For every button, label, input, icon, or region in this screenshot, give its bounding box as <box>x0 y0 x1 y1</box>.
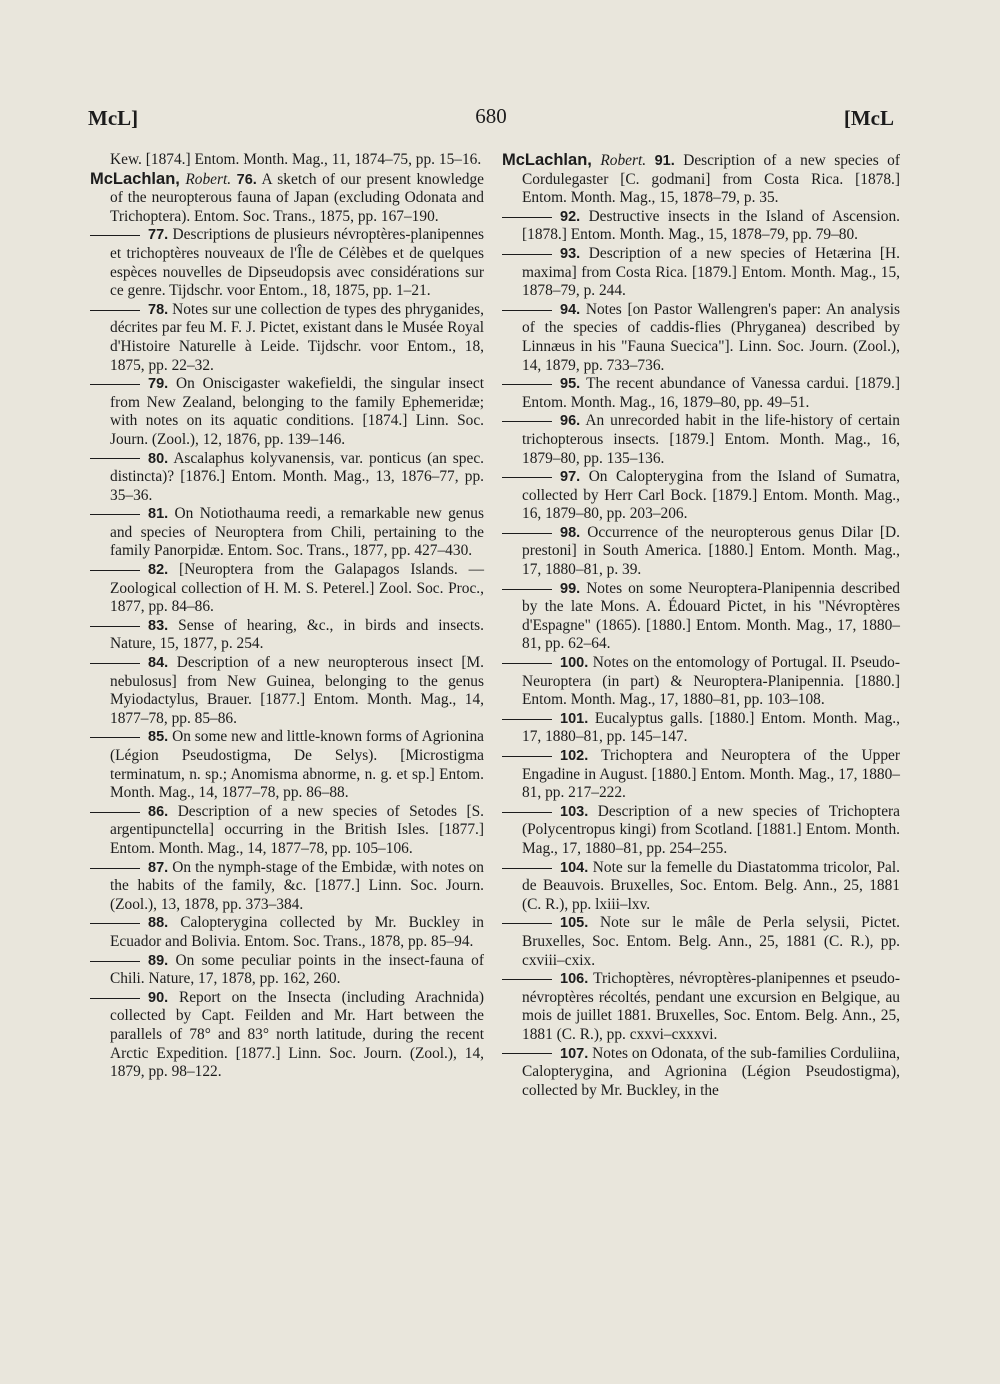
ditto-dash <box>502 923 552 924</box>
bibliography-entry <box>90 803 484 859</box>
entry-text: Trichoptères, névroptères-planipennes et pseudo-névroptères récoltés, pendant une excursion en Belgique, au mois de juillet 1881. Bruxelles, Soc. Entom. Belg. Ann., 25, 1881 (C. R.), pp. cxxvi–cxxxvi. <box>522 970 900 1043</box>
bibliography-entry <box>502 970 900 1044</box>
author-name: McLachlan, <box>502 151 592 169</box>
ditto-dash <box>90 663 140 664</box>
entry-text: Eucalyptus galls. [1880.] Entom. Month. Mag., 17, 1880–81, pp. 145–147. <box>522 709 900 746</box>
entry-number: 86. <box>148 803 169 820</box>
entry-text: Sense of hearing, &c., in birds and insects. Nature, 15, 1877, p. 254. <box>110 616 484 653</box>
left-column <box>90 151 484 1082</box>
entry-text: Calopterygina collected by Mr. Buckley in Ecuador and Bolivia. Entom. Soc. Trans., 1878, pp. 85–94. <box>110 914 484 950</box>
bibliography-entry <box>90 914 484 951</box>
ditto-dash <box>502 589 552 590</box>
bibliography-entry <box>502 914 900 970</box>
entry-number: 93. <box>560 245 581 262</box>
ditto-dash <box>90 737 140 738</box>
entry-text: Report on the Insecta (including Arachnida) collected by Capt. Feilden and Mr. Hart between the parallels of 78° and 83° north latitude, during the recent Arctic Expedition. [1877.] Linn. Soc. Journ. (Zool.), 14, 1879, pp. 98–122. <box>110 988 484 1081</box>
running-head-right: [McL <box>843 106 894 130</box>
ditto-dash <box>90 458 140 459</box>
ditto-dash <box>90 923 140 924</box>
entry-text: [Neuroptera from the Galapagos Islands. —Zoological collection of H. M. S. Peterel.] Zool. Soc. Proc., 1877, pp. 84–86. <box>110 561 484 616</box>
bibliography-entry <box>90 859 484 915</box>
entry-number: 88. <box>148 915 169 932</box>
entry-text: Note sur la femelle du Diastatomma tricolor, Pal. de Beauvois. Bruxelles, Soc. Entom. Belg. Ann., 25, 1881 (C. R.), pp. lxiii–lxv. <box>522 858 900 913</box>
right-column <box>502 151 900 1100</box>
entry-text: A sketch of our present knowledge of the neuropterous fauna of Japan (excluding Odonata and Trichoptera). Entom. Soc. Trans., 1875, pp. 167–190. <box>110 170 484 225</box>
bibliography-entry <box>502 245 900 301</box>
bibliography-entry <box>502 468 900 524</box>
entry-text: Destructive insects in the Island of Ascension. [1878.] Entom. Month. Mag., 15, 1878–79, pp. 79–80. <box>522 207 900 244</box>
entry-text: Notes sur une collection de types des phryganides, décrites par feu M. F. J. Pictet, existant dans le Musée Royal d'Histoire Naturelle à Leide. Tijdschr. voor Entom., 18, 1875, pp. 22–32. <box>110 300 484 374</box>
entry-number: 94. <box>560 301 581 318</box>
ditto-dash <box>502 310 552 311</box>
entry-text: Notes on the entomology of Portugal. II. Pseudo-Neuroptera (in part) & Neuroptera-Planipennia. [1880.] Entom. Month. Mag., 17, 1880–81, pp. 103–108. <box>522 654 900 709</box>
entry-text: Trichoptera and Neuroptera of the Upper Engadine in August. [1880.] Entom. Month. Mag., 17, 1880–81, pp. 217–222. <box>522 747 900 802</box>
entry-number: 84. <box>148 655 169 672</box>
ditto-dash <box>502 756 552 757</box>
entry-number: 89. <box>148 952 169 969</box>
ditto-dash <box>502 979 552 980</box>
ditto-dash <box>90 384 140 385</box>
entry-text: On the nymph-stage of the Embidæ, with notes on the habits of the family, &c. [1877.] Linn. Soc. Journ. (Zool.), 13, 1878, pp. 373–384. <box>110 858 484 913</box>
bibliography-entry <box>90 654 484 728</box>
entry-number: 99. <box>560 580 581 597</box>
entry-text: Occurrence of the neuropterous genus Dilar [D. prestoni] in South America. [1880.] Entom. Month. Mag., 17, 1880–81, p. 39. <box>522 523 900 579</box>
entry-number: 97. <box>560 469 581 486</box>
entry-number: 85. <box>148 729 169 746</box>
bibliography-entry <box>502 1045 900 1101</box>
entry-text: Description of a new species of Trichoptera (Polycentropus kingi) from Scotland. [1881.] Entom. Month. Mag., 17, 1880–81, pp. 254–255. <box>522 802 900 857</box>
author-name: McLachlan, <box>90 169 180 188</box>
bibliography-entry <box>90 450 484 506</box>
bibliography-entry <box>90 952 484 989</box>
entry-number: 104. <box>560 859 589 876</box>
bibliography-entry <box>502 859 900 915</box>
ditto-dash <box>502 477 552 478</box>
entry-number: 107. <box>560 1045 589 1062</box>
entry-number: 92. <box>560 208 581 225</box>
bibliography-entry <box>90 505 484 561</box>
bibliography-entry <box>90 375 484 449</box>
author-given-name: Robert. <box>600 152 647 169</box>
ditto-dash <box>90 310 140 311</box>
entry-text: The recent abundance of Vanessa cardui. [1879.] Entom. Month. Mag., 16, 1879–80, pp. 49–51. <box>522 375 900 411</box>
author-given-name: Robert. <box>185 170 232 188</box>
bibliography-entry <box>502 747 900 803</box>
right-entry-list <box>502 208 900 1101</box>
entry-number: 98. <box>560 524 581 541</box>
entry-number: 78. <box>148 301 169 318</box>
entry-text: On some new and little-known forms of Agrionina (Légion Pseudostigma, De Selys). [Microstigma terminatum, n. sp.; Anomisma abnorme, n. g. et sp.] Entom. Month. Mag., 14, 1877–78, pp. 86–88. <box>110 728 484 802</box>
entry-number: 103. <box>560 803 589 820</box>
entry-number: 96. <box>560 413 581 430</box>
entry-text: Notes [on Pastor Wallengren's paper: An analysis of the species of caddis-flies (Phryganea) described by Linnæus in his "Fauna Suecica"]. Linn. Soc. Journ. (Zool.), 14, 1879, pp. 733–736. <box>522 300 900 374</box>
left-entry-list <box>90 226 484 1081</box>
bibliography-entry <box>502 654 900 710</box>
entry-number: 79. <box>148 376 169 393</box>
entry-number: 76. <box>236 171 257 188</box>
ditto-dash <box>502 533 552 534</box>
bibliography-entry <box>502 710 900 747</box>
entry-number: 101. <box>560 710 589 727</box>
entry-number: 83. <box>148 617 169 634</box>
entry-number: 95. <box>560 376 581 393</box>
entry-number: 80. <box>148 450 169 467</box>
entry-text: Description of a new species of Cordulegaster [C. godmani] from Costa Rica. [1878.] Entom. Month. Mag., 15, 1878–79, p. 35. <box>522 152 900 207</box>
entry-number: 100. <box>560 655 589 672</box>
bibliography-entry <box>90 301 484 375</box>
entry-number: 82. <box>148 562 169 579</box>
bibliography-entry <box>90 226 484 300</box>
entry-text: Descriptions de plusieurs névroptères-planipennes et trichoptères nouveaux de l'Île de Célèbes et de quelques espèces nouvelles de Dipseudopsis avec considérations sur ce genre. Tijdschr. voor Entom., 18, 1875, pp. 1–21. <box>110 226 484 300</box>
ditto-dash <box>90 235 140 236</box>
entry-text: Ascalaphus kolyvanensis, var. ponticus (an spec. distincta)? [1876.] Entom. Month. Mag., 13, 1876–77, pp. 35–36. <box>110 449 484 504</box>
bibliography-entry <box>502 151 900 208</box>
ditto-dash <box>502 868 552 869</box>
entry-number: 87. <box>148 859 169 876</box>
bibliography-entry <box>502 524 900 580</box>
entry-number: 81. <box>148 506 169 523</box>
entry-text: On Oniscigaster wakefieldi, the singular insect from New Zealand, belonging to the family Ephemeridæ; with notes on its aquatic conditions. [1874.] Linn. Soc. Journ. (Zool.), 12, 1876, pp. 139–146. <box>110 375 484 448</box>
entry-text: Description of a new neuropterous insect [M. nebulosus] from New Guinea, belonging to the genus Myiodactylus, Brauer. [1877.] Entom. Month. Mag., 14, 1877–78, pp. 85–86. <box>110 654 484 727</box>
ditto-dash <box>90 514 140 515</box>
ditto-dash <box>90 961 140 962</box>
entry-number: 90. <box>148 989 169 1006</box>
entry-number: 102. <box>560 748 589 764</box>
ditto-dash <box>502 384 552 385</box>
ditto-dash <box>90 868 140 869</box>
ditto-dash <box>502 217 552 218</box>
entry-text: Description of a new species of Setodes [S. argentipunctella] occurring in the British Isles. [1877.] Entom. Month. Mag., 14, 1877–78, pp. 105–106. <box>110 802 484 857</box>
entry-text: Notes on Odonata, of the sub-families Corduliina, Calopterygina, and Agrionina (Légion Pseudostigma), collected by Mr. Buckley, in the <box>522 1044 900 1099</box>
entry-number: 77. <box>148 227 169 244</box>
entry-number: 105. <box>560 915 589 932</box>
bibliography-entry <box>90 728 484 802</box>
ditto-dash <box>502 812 552 813</box>
ditto-dash <box>502 254 552 255</box>
ditto-dash <box>502 663 552 664</box>
bibliography-entry <box>502 301 900 375</box>
entry-text: An unrecorded habit in the life-history of certain trichopterous insects. [1879.] Entom. Month. Mag., 16, 1879–80, pp. 135–136. <box>522 412 900 467</box>
page-header <box>88 100 894 140</box>
running-head-left: McL] <box>88 106 139 130</box>
ditto-dash <box>502 719 552 720</box>
continuation-text: Kew. [1874.] Entom. Month. Mag., 11, 1874–75, pp. 15–16. <box>110 151 482 168</box>
entry-text: On Notiothauma reedi, a remarkable new genus and species of Neuroptera from Chili, pertaining to the family Panorpidæ. Entom. Soc. Trans., 1877, pp. 427–430. <box>110 505 484 560</box>
ditto-dash <box>90 570 140 571</box>
bibliography-entry <box>90 170 484 227</box>
entry-text: Note sur le mâle de Perla selysii, Pictet. Bruxelles, Soc. Entom. Belg. Ann., 25, 1881 (C. R.), pp. cxviii–cxix. <box>522 914 900 969</box>
ditto-dash <box>90 998 140 999</box>
ditto-dash <box>502 1053 552 1054</box>
entry-number: 106. <box>560 971 589 988</box>
bibliography-entry <box>502 803 900 859</box>
bibliography-entry <box>502 375 900 412</box>
entry-text: On Calopterygina from the Island of Sumatra, collected by Herr Carl Bock. [1879.] Entom. Month. Mag., 16, 1879–80, pp. 203–206. <box>522 468 900 523</box>
bibliography-entry <box>502 412 900 468</box>
ditto-dash <box>90 812 140 813</box>
ditto-dash <box>90 626 140 627</box>
bibliography-entry <box>90 617 484 654</box>
entry-text: Notes on some Neuroptera-Planipennia described by the late Mons. A. Édouard Pictet, in his "Névroptères d'Espagne" (1865). [1880.] Entom. Month. Mag., 17, 1880–81, pp. 62–64. <box>522 579 900 653</box>
bibliography-entry <box>502 580 900 654</box>
bibliography-entry <box>90 561 484 617</box>
ditto-dash <box>502 421 552 422</box>
entry-text: Description of a new species of Hetærina [H. maxima] from Costa Rica. [1879.] Entom. Month. Mag., 15, 1878–79, p. 244. <box>522 244 900 300</box>
bibliography-entry <box>90 989 484 1082</box>
entry-number: 91. <box>654 153 675 169</box>
bibliography-entry <box>502 208 900 245</box>
entry-text: On some peculiar points in the insect-fauna of Chili. Nature, 17, 1878, pp. 162, 260. <box>110 951 484 988</box>
page-number: 680 <box>475 104 507 128</box>
